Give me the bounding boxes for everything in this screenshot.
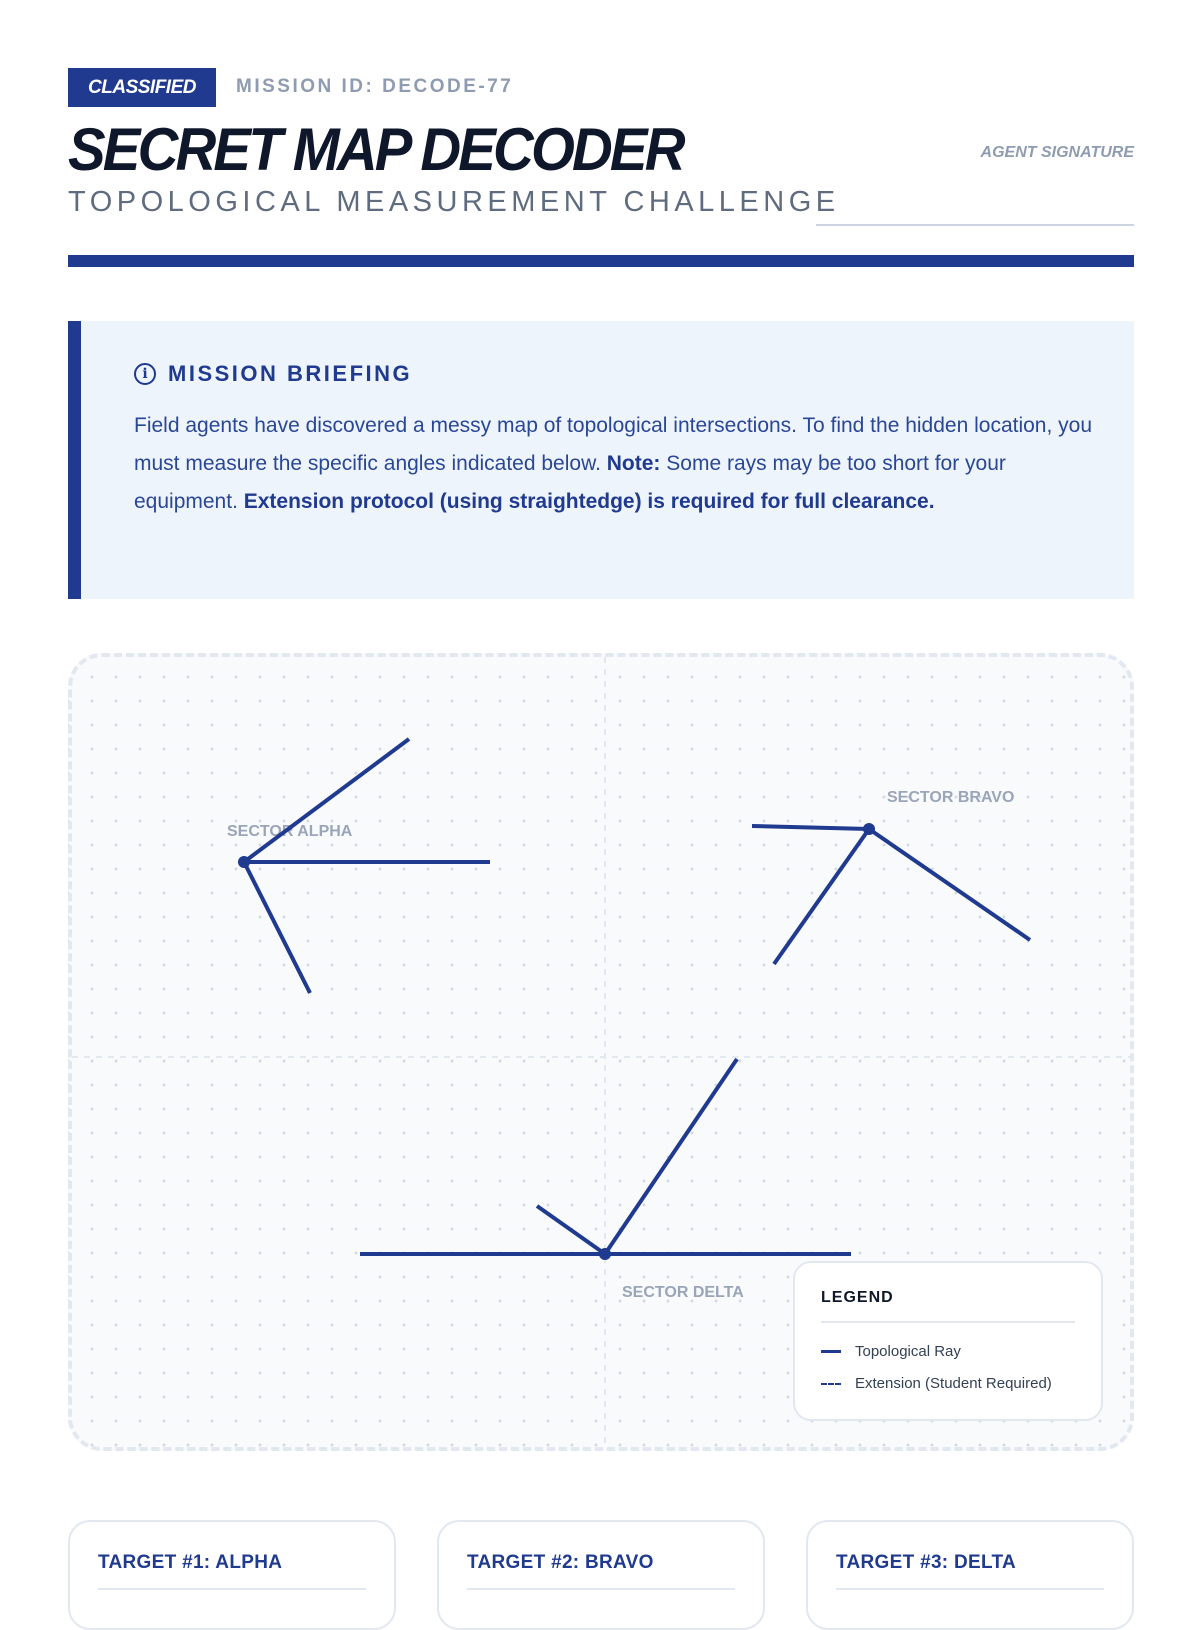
mission-id: MISSION ID: DECODE-77 [236,76,514,97]
target-card-delta [806,1520,1134,1630]
target-divider [98,1588,366,1590]
delta-ray-short [537,1206,605,1254]
legend-title: LEGEND [821,1289,894,1306]
page-subtitle: TOPOLOGICAL MEASUREMENT CHALLENGE [68,186,840,218]
bravo-ray-lower-right [869,829,1030,940]
briefing-emphasis: Extension protocol (using straightedge) is required for full clearance. [243,490,935,513]
briefing-header [134,361,412,387]
target-card-bravo [437,1520,765,1630]
legend-item-label: Topological Ray [855,1343,961,1360]
sector-delta [360,1059,851,1301]
delta-vertex [599,1248,611,1260]
mission-briefing [68,321,1134,599]
target-title: TARGET #2: BRAVO [467,1552,654,1573]
alpha-ray-lower [244,862,310,993]
briefing-title: MISSION BRIEFING [168,361,413,386]
header-rule [68,255,1134,267]
legend-item-label: Extension (Student Required) [855,1375,1052,1392]
delta-ray-upper [605,1059,737,1254]
sector-bravo [752,789,1030,964]
target-divider [836,1588,1104,1590]
target-title: TARGET #1: ALPHA [98,1552,283,1573]
briefing-note-text: Some rays may be too short for your equipment. [134,452,1006,513]
bravo-ray-left [752,826,869,829]
legend-item-ray [821,1343,961,1360]
sector-alpha [227,739,490,993]
briefing-intro: Field agents have discovered a messy map of topological intersections. To find the hidden location, you must measure the specific angles indicated below. [134,414,1093,475]
sector-bravo-label: SECTOR BRAVO [887,789,1015,806]
sector-delta-label: SECTOR DELTA [622,1284,744,1301]
agent-signature-label: AGENT SIGNATURE [980,144,1134,161]
page-title: SECRET MAP DECODER [68,116,683,183]
dashed-line-icon [821,1383,841,1385]
solid-line-icon [821,1350,841,1353]
legend-item-extension [821,1375,1052,1392]
target-card-alpha [68,1520,396,1630]
briefing-text [134,407,1109,521]
bravo-ray-lower-left [774,829,869,964]
map-legend [793,1261,1103,1421]
target-divider [467,1588,735,1590]
target-title: TARGET #3: DELTA [836,1552,1017,1573]
alpha-ray-upper [244,739,409,862]
agent-signature-line[interactable] [816,224,1134,226]
bravo-vertex [863,823,875,835]
briefing-note-label: Note: [606,452,661,475]
sector-alpha-label: SECTOR ALPHA [227,823,353,840]
legend-divider [821,1321,1075,1323]
alpha-vertex [238,856,250,868]
info-icon: i [134,363,156,385]
classified-badge: CLASSIFIED [68,68,216,107]
